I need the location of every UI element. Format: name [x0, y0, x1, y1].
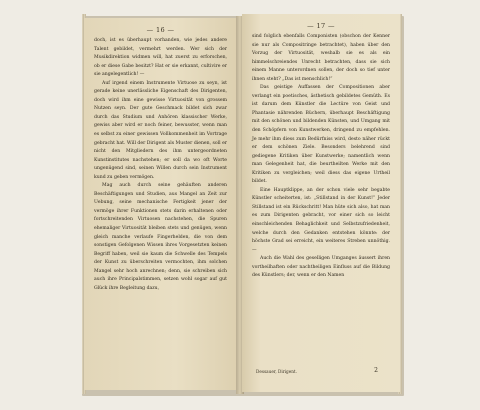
right-page — [242, 14, 400, 392]
paragraph: sind folglich ebenfalls Componisten (obschon der Kenner sie nur als Compositringe betrachtet), haben über den Vorzug der Virtuosität, weshalb sie es als ein himmelschreiendes Unrecht betrachten, dass sie sich einem Manne unterordnen sollen, der doch so tief unter ihnen steht? „Das ist menschlich!“ — [252, 34, 390, 82]
page-footer — [256, 369, 388, 374]
paragraph: Mag auch durch seine gehäuften anderen Beschäftigungen und Studien, aus Mangel an Zeit zur Uebung, seine mechanische Fertigkeit jener der vermöge ihrer Funktionen stets darin erhaltenen oder fortschreitenden Virtuosen nachstehen, die Spuren ehemaliger Virtuosität bleiben stets und genügen, wenn gleich manche verlaufe Fingerhelden, die von dem sonstigen Gefolgenen Wissen ihres Vorgesetzten keinen Begriff haben, weil sie kaum die Schwelle des Tempels der Kunst zu überschreiten vermochten, ihm solchen Mangel sehr hoch anrechnen; denn, sie schreiben sich auch ihre Principalstimmen, setzen wohl sogar auf gut Glück ihre Begleitung dazu, — [94, 183, 227, 291]
paragraph: Auf irgend einem Instrumente Virtuose zu seyn, ist gerade keine unerlässliche Eigenschaft des Dirigenten, doch wird ihm eine gewisse Virtuosität von grossem Nutzen seyn. Der gute Geschmack bildet sich zwar durch das Studium und Anhören klassischer Werke, gewiss aber wird er noch feiner, bewusster, wenn man es selbst zu einer gewissen Vollkommenheit im Vortrage gebracht hat. Will der Dirigent als Muster dienen, soll er nicht den Mitgliedern des ihm untergeordneten Kunstinstitutes nachstehen; er soll da wo oft Worte ungenügend sind, seinen Willen durch sein Instrument kund zu geben vermögen. — [94, 80, 227, 180]
right-page-text — [252, 33, 390, 281]
paragraph: Auch die Wahl des geselligen Umganges äussert ihren vortheilhaften oder nachtheiligen Einfluss auf die Bildung des Künstlers; der, wenn er den Namen — [252, 256, 390, 279]
left-page — [84, 18, 237, 390]
paragraph: Eine Hauptklippe, an der schon viele sehr begabte Künstler scheiterten, ist: „Stillstand in der Kunst!“ Jeder Stillstand ist ein Rückschritt! Man hüte sich also, hat man es zum Dirigenten gebracht, vor einer sich so leicht einschleichenden Behaglichkeit und Selbstzufriedenheit, welche durch den Gedanken entstehen könnte: der höchste Grad sei erreicht, ein weiteres Streben unnöthig. — — [252, 187, 390, 253]
footer-author: Dessauer, Dirigent. — [256, 369, 297, 374]
paragraph: doch, ist es überhaupt vorhanden, wie jedes andere Talent gebildet, vermehrt werden. Wer sich der Musikdirektion widmen will, hat zuerst zu erforschen, ob er diese Gabe besitzt? Hat er sie erkannt, cultivire er sie angelegentlich! — — [94, 38, 227, 78]
left-page-text — [94, 37, 227, 293]
page-number-right: — 17 — — [307, 22, 335, 30]
paragraph: Das geistige Auffassen der Compositionen aber verlangt ein poetisches, ästhetisch gebildetes Gemüth. Es ist darum dem Künstler die Lectüre von Geist und Phantasie nährenden Büchern, überhaupt Beschäftigung mit den schönen und bildenden Künsten, und Umgang mit den Schöpfern von Kunstwerken, dringend zu empfehlen. Je mehr ihm diess zum Bedürfniss wird, desto näher rückt er dem schönen Ziele. Besonders belehrend sind gediegene Kritiken über Kunstwerke; namentlich wenn man Gelegenheit hat, die beurtheilten Werke mit den Kritiken zu vergleichen; weil diess das eigene Urtheil bildet. — [252, 85, 390, 185]
page-number-left: — 16 — — [146, 26, 175, 34]
signature-mark: 2 — [374, 367, 378, 374]
